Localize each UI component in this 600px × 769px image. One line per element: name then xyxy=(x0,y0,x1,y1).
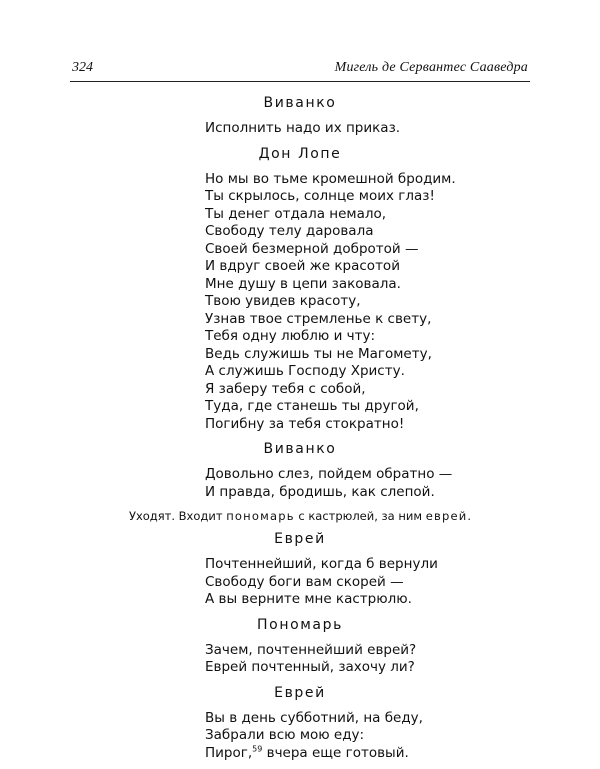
speaker-name: Дон Лопе xyxy=(258,145,342,162)
verse-line: Туда, где станешь ты другой, xyxy=(205,398,419,414)
verse-line: И правда, бродишь, как слепой. xyxy=(205,483,435,500)
footnote-marker[interactable]: 59 xyxy=(252,744,263,753)
speaker-name: Пономарь xyxy=(257,616,343,633)
verse-line-with-footnote xyxy=(205,745,600,763)
verse-line: Исполнить надо их приказ. xyxy=(205,120,401,136)
verse-line: Погибну за тебя стократно! xyxy=(205,415,405,432)
speech-block xyxy=(205,556,600,609)
verse-line: Но мы во тьме кромешной бродим. xyxy=(205,170,456,187)
verse-line: Свободу боги вам скорей — xyxy=(205,573,404,590)
verse-line: Зачем, почтеннейший еврей? xyxy=(205,641,417,658)
running-title: Мигель де Сервантес Сааведра xyxy=(334,60,528,75)
page-header xyxy=(70,60,530,82)
verse-line: И вдруг своей же красотой xyxy=(205,258,400,274)
verse-line: Своей безмерной добротой — xyxy=(205,240,419,257)
speaker-name: Еврей xyxy=(274,684,326,701)
speech-block xyxy=(205,642,600,677)
header-rule xyxy=(70,81,530,82)
stage-character: еврей xyxy=(425,509,468,523)
stage-text: . xyxy=(467,509,472,523)
stage-text: с кастрюлей, за ним xyxy=(294,509,426,523)
page-number: 324 xyxy=(72,60,93,75)
speaker-name: Еврей xyxy=(274,531,326,547)
verse-text: вчера еще готовый. xyxy=(262,744,409,761)
verse-line: Тебя одну люблю и чту: xyxy=(205,328,376,344)
speech-block xyxy=(205,466,600,501)
play-text xyxy=(0,88,600,769)
verse-line: Почтеннейший, когда б вернули xyxy=(205,556,438,572)
verse-line: Вы в день субботний, на беду, xyxy=(205,709,423,726)
verse-line: Ты скрылось, солнце моих глаз! xyxy=(205,188,435,204)
verse-line: Ведь служишь ты не Магомету, xyxy=(205,345,432,362)
verse-line: Узнав твое стремленье к свету, xyxy=(205,310,432,327)
speech-block xyxy=(205,171,600,434)
verse-line: А вы верните мне кастрюлю. xyxy=(205,591,412,607)
verse-line: Свободу телу даровала xyxy=(205,223,374,239)
verse-line: Я заберу тебя с собой, xyxy=(205,380,366,397)
verse-line: Довольно слез, пойдем обратно — xyxy=(205,466,453,482)
stage-text: Уходят. Входит xyxy=(128,509,227,523)
verse-line: Еврей почтенный, захочу ли? xyxy=(205,659,415,675)
verse-line: Забрали всю мою еду: xyxy=(205,727,365,743)
speaker-name: Виванко xyxy=(263,95,337,111)
stage-direction xyxy=(0,508,600,524)
verse-line: Мне душу в цепи заковала. xyxy=(205,275,401,292)
verse-line: А служишь Господу Христу. xyxy=(205,363,405,379)
speech-block xyxy=(205,120,600,138)
speaker-name: Виванко xyxy=(263,441,337,457)
speech-block xyxy=(205,710,600,763)
verse-line: Твою увидев красоту, xyxy=(205,293,361,309)
stage-character: пономарь xyxy=(226,509,295,523)
verse-line: Ты денег отдала немало, xyxy=(205,205,387,222)
verse-text: Пирог, xyxy=(205,744,253,761)
